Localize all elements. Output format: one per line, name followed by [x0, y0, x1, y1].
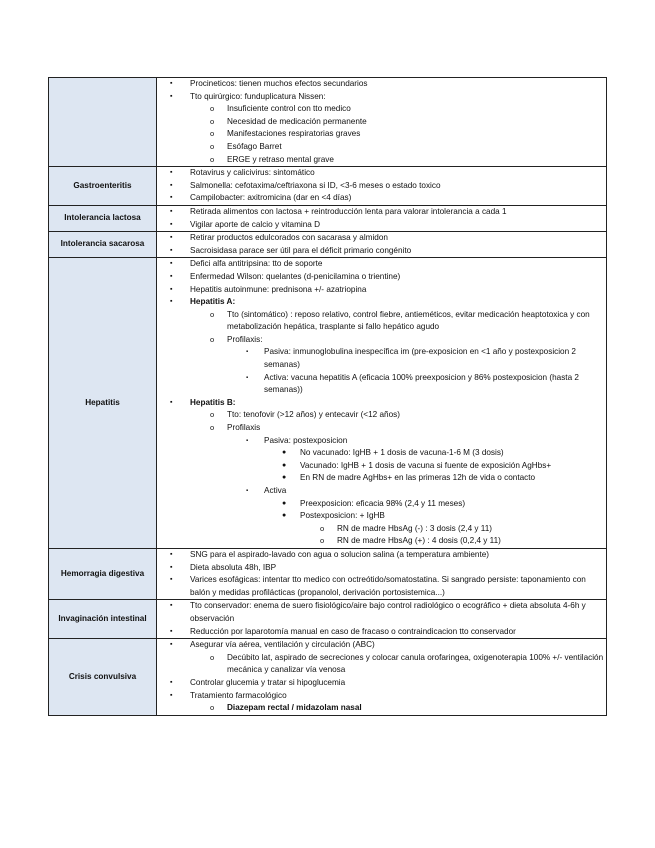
list-item — [157, 103, 606, 116]
lactose-intolerance-row — [49, 205, 607, 231]
bullet-icon: ▪ — [170, 285, 173, 293]
list-item-text: Reducción por laparotomía manual en caso de fracaso o contraindicacion tto conservador — [190, 626, 516, 636]
list-item — [157, 677, 606, 690]
list-item — [157, 472, 606, 485]
circle-bullet-icon: o — [210, 116, 215, 126]
list-item-text: Hepatitis A: — [190, 297, 236, 307]
list-item-text: Pasiva: inmunoglobulina inespecífica im (pre-exposicion en <1 año y postexposicion 2 semanas) — [264, 347, 576, 370]
list-item — [157, 167, 606, 180]
circle-bullet-icon: o — [210, 154, 215, 164]
gastroenteritis-row — [49, 167, 607, 206]
circle-bullet-icon: o — [210, 703, 215, 713]
row-label: Intolerancia sacarosa — [49, 232, 157, 258]
list-item — [157, 626, 606, 639]
list-item — [157, 296, 606, 309]
bullet-list — [157, 258, 606, 548]
list-item-text: Insuficiente control con tto medico — [227, 104, 351, 114]
row-content — [157, 639, 607, 716]
row-label: Invaginación intestinal — [49, 600, 157, 639]
bullet-icon: ▪ — [170, 194, 173, 202]
list-item-text: Profilaxis: — [227, 334, 263, 344]
bullet-icon: ▪ — [170, 80, 173, 87]
list-item-text: Vigilar aporte de calcio y vitamina D — [190, 219, 321, 229]
row-label — [49, 78, 157, 167]
list-item-text: RN de madre HbsAg (+) : 4 dosis (0,2,4 y 11) — [337, 536, 501, 546]
list-item-text: Salmonella: cefotaxima/ceftriaxona si ID, <3-6 meses o estado toxico — [190, 180, 441, 190]
list-item — [157, 309, 606, 334]
list-item-text: Defici alfa antitripsina: tto de soporte — [190, 259, 323, 269]
bullet-icon: ▪ — [170, 602, 173, 610]
circle-bullet-icon: o — [210, 423, 215, 433]
list-item-text: Preexposicion: eficacia 98% (2,4 y 11 meses) — [300, 498, 466, 508]
list-item-text: Activa: vacuna hepatitis A (eficacia 100% preexposicion y 86% postexposicion (hasta 2 semanas)) — [264, 372, 579, 395]
bullet-icon: ▪ — [246, 488, 249, 494]
bullet-icon: ▪ — [170, 220, 173, 228]
row-content — [157, 78, 607, 167]
list-item-text: Necesidad de medicación permanente — [227, 116, 367, 126]
list-item-text: Campilobacter: axitromicina (dar en <4 días) — [190, 193, 352, 203]
list-item — [157, 435, 606, 448]
bullet-icon: ● — [282, 449, 287, 457]
bullet-icon: ▪ — [170, 298, 173, 306]
list-item — [157, 523, 606, 536]
list-item — [157, 485, 606, 498]
reflux-treatment-row — [49, 78, 607, 167]
list-item — [157, 91, 606, 104]
circle-bullet-icon: o — [210, 652, 215, 662]
bullet-icon: ▪ — [170, 398, 173, 406]
list-item — [157, 397, 606, 410]
list-item — [157, 346, 606, 371]
bullet-icon: ▪ — [170, 246, 173, 254]
bullet-icon: ▪ — [170, 576, 173, 584]
list-item-text: Tto (sintomático) : reposo relativo, control fiebre, antieméticos, evitar medicación heaptotoxica y con metabolización hepática, trasplante si fallo hepático agudo — [227, 309, 590, 332]
list-item — [157, 116, 606, 129]
row-content — [157, 167, 607, 206]
list-item-text: En RN de madre AgHbs+ en las primeras 12h de vida o contacto — [300, 473, 536, 483]
bullet-icon: ▪ — [246, 349, 249, 356]
list-item — [157, 192, 606, 205]
list-item-text: Pasiva: postexposicion — [264, 435, 348, 445]
bullet-icon: ▪ — [246, 437, 249, 444]
digestive-hemorrhage-row — [49, 548, 607, 599]
circle-bullet-icon: o — [320, 536, 325, 546]
list-item-text: Esófago Barret — [227, 141, 282, 151]
list-item — [157, 141, 606, 154]
list-item-text: ERGE y retraso mental grave — [227, 154, 334, 164]
list-item — [157, 639, 606, 652]
list-item — [157, 78, 606, 91]
intussusception-row — [49, 600, 607, 639]
list-item-text: SNG para el aspirado-lavado con agua o solucion salina (a temperatura ambiente) — [190, 549, 490, 559]
list-item-text: Rotavirus y calicivirus: sintomático — [190, 168, 315, 178]
list-item-text: Retirar productos edulcorados con sacarasa y almidon — [190, 233, 388, 243]
list-item-text: Retirada alimentos con lactosa + reintroducción lenta para valorar intolerancia a cada 1 — [190, 206, 507, 216]
circle-bullet-icon: o — [210, 309, 215, 319]
list-item — [157, 258, 606, 271]
list-item-text: Tto quirúrgico: funduplicatura Nissen: — [190, 91, 326, 101]
list-item — [157, 154, 606, 167]
list-item — [157, 422, 606, 435]
list-item — [157, 219, 606, 232]
list-item-text: RN de madre HbsAg (-) : 3 dosis (2,4 y 11) — [337, 523, 493, 533]
bullet-icon: ▪ — [170, 92, 173, 100]
list-item — [157, 206, 606, 219]
bullet-list — [157, 232, 606, 257]
row-label: Crisis convulsiva — [49, 639, 157, 716]
list-item — [157, 702, 606, 715]
bullet-icon: ▪ — [170, 563, 173, 571]
list-item — [157, 409, 606, 422]
bullet-icon: ● — [282, 474, 287, 482]
list-item — [157, 549, 606, 562]
circle-bullet-icon: o — [210, 129, 215, 139]
bullet-icon: ● — [282, 499, 287, 507]
bullet-icon: ▪ — [170, 207, 173, 215]
bullet-icon: ▪ — [170, 678, 173, 686]
list-item — [157, 245, 606, 258]
bullet-list — [157, 206, 606, 231]
list-item-text: Vacunado: IgHB + 1 dosis de vacuna si fuente de exposición AgHbs+ — [300, 460, 552, 470]
list-item — [157, 232, 606, 245]
list-item — [157, 510, 606, 523]
bullet-list — [157, 78, 606, 166]
circle-bullet-icon: o — [210, 104, 215, 114]
bullet-icon: ▪ — [246, 374, 249, 381]
list-item — [157, 334, 606, 347]
seizure-crisis-row — [49, 639, 607, 716]
bullet-icon: ▪ — [170, 260, 173, 268]
list-item-text: Asegurar vía aérea, ventilación y circulación (ABC) — [190, 640, 375, 650]
treatment-table — [48, 77, 607, 716]
list-item — [157, 600, 606, 625]
list-item-text: Tto conservador: enema de suero fisiológico/aire bajo control radiológico o ecográfico + dieta absoluta 4-6h y observación — [190, 601, 586, 623]
row-content — [157, 548, 607, 599]
list-item — [157, 690, 606, 703]
list-item-text: Tratamiento farmacológico — [190, 690, 287, 700]
circle-bullet-icon: o — [320, 523, 325, 533]
list-item-text: Dieta absoluta 48h, IBP — [190, 562, 277, 572]
bullet-icon: ▪ — [170, 691, 173, 699]
list-item — [157, 447, 606, 460]
bullet-icon: ▪ — [170, 550, 173, 558]
list-item-text: Procineticos: tienen muchos efectos secundarios — [190, 79, 368, 88]
row-content — [157, 232, 607, 258]
list-item — [157, 128, 606, 141]
list-item-text: Enfermedad Wilson: quelantes (d-penicilamina o trientine) — [190, 271, 401, 281]
list-item-text: Varices esofágicas: intentar tto medico con octreótido/somatostatina. Si sangrado persiste: taponamiento con balón y medidas profilácticas (propanolol, derivación portosistemica...) — [190, 575, 586, 597]
list-item-text: Postexposicion: + IgHB — [300, 511, 385, 521]
bullet-icon: ● — [282, 512, 287, 520]
row-label: Gastroenteritis — [49, 167, 157, 206]
list-item — [157, 460, 606, 473]
circle-bullet-icon: o — [210, 141, 215, 151]
list-item — [157, 574, 606, 599]
bullet-icon: ● — [282, 461, 287, 469]
bullet-list — [157, 639, 606, 715]
bullet-icon: ▪ — [170, 181, 173, 189]
hepatitis-row — [49, 258, 607, 549]
list-item — [157, 562, 606, 575]
row-label: Hemorragia digestiva — [49, 548, 157, 599]
list-item-text: Hepatitis B: — [190, 397, 236, 407]
list-item-text: Manifestaciones respiratorias graves — [227, 129, 361, 139]
row-content — [157, 600, 607, 639]
bullet-list — [157, 549, 606, 599]
list-item — [157, 271, 606, 284]
list-item — [157, 284, 606, 297]
list-item-text: Profilaxis — [227, 423, 261, 433]
bullet-icon: ▪ — [170, 627, 173, 635]
list-item — [157, 498, 606, 511]
list-item — [157, 652, 606, 677]
row-content — [157, 258, 607, 549]
list-item-text: Hepatitis autoinmune: prednisona +/- azatriopina — [190, 284, 367, 294]
list-item-text: Tto: tenofovir (>12 años) y entecavir (<12 años) — [227, 410, 400, 420]
list-item-text: Activa — [264, 486, 287, 495]
row-content — [157, 205, 607, 231]
list-item — [157, 535, 606, 548]
bullet-icon: ▪ — [170, 234, 173, 242]
list-item-text: Controlar glucemia y tratar si hipoglucemia — [190, 677, 346, 687]
circle-bullet-icon: o — [210, 410, 215, 420]
bullet-icon: ▪ — [170, 272, 173, 280]
list-item-text: Diazepam rectal / midazolam nasal — [227, 703, 362, 713]
bullet-icon: ▪ — [170, 641, 173, 649]
list-item — [157, 180, 606, 193]
bullet-list — [157, 600, 606, 638]
list-item-text: Decúbito lat, aspirado de secreciones y colocar canula orofaringea, oxigenoterapia 100% +/- ventilación mecánica y canalizar vía venosa — [227, 652, 604, 675]
sucrose-intolerance-row — [49, 232, 607, 258]
circle-bullet-icon: o — [210, 334, 215, 344]
list-item-text: Sacroisidasa parace ser útil para el déficit primario congénito — [190, 245, 412, 255]
list-item — [157, 372, 606, 397]
list-item-text: No vacunado: IgHB + 1 dosis de vacuna-1-6 M (3 dosis) — [300, 448, 504, 458]
row-label: Hepatitis — [49, 258, 157, 549]
row-label: Intolerancia lactosa — [49, 205, 157, 231]
bullet-list — [157, 167, 606, 205]
bullet-icon: ▪ — [170, 169, 173, 177]
